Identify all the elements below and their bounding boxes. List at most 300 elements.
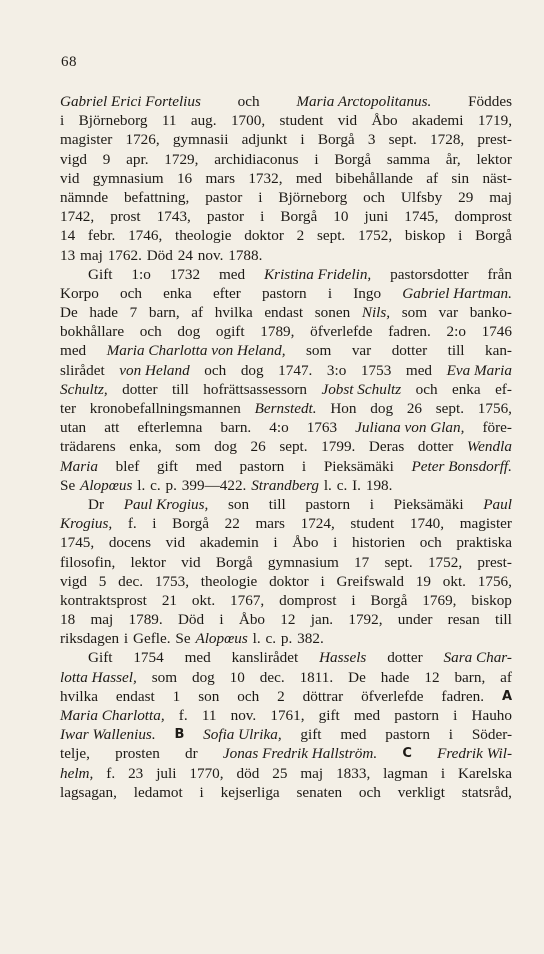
word: befattning,	[123, 188, 190, 206]
italic-name: Strandberg	[251, 476, 319, 494]
italic-name: Alopœus	[80, 476, 133, 494]
italic-name: Maria	[60, 457, 98, 475]
word: 1740,	[409, 515, 445, 533]
word: dog	[240, 361, 264, 379]
word: hvilka	[60, 687, 98, 705]
word: och	[139, 323, 162, 341]
word: och	[419, 534, 442, 552]
word: död	[236, 764, 260, 782]
word: 5	[98, 572, 107, 590]
word: före-	[482, 419, 512, 437]
text-line	[60, 744, 512, 763]
word: och	[363, 188, 386, 206]
word: Åbo	[371, 112, 398, 130]
word: gift	[300, 726, 322, 744]
word: 1792,	[348, 611, 383, 629]
word: barn,	[454, 668, 486, 686]
word: jan.	[310, 611, 334, 629]
word: 2:o	[446, 323, 466, 341]
word: dr	[185, 745, 198, 763]
text-line	[60, 764, 512, 783]
word: 29	[458, 188, 474, 206]
word: i	[320, 572, 325, 590]
word: i	[301, 457, 307, 475]
word: akademi	[412, 112, 464, 130]
italic-name: Bernstedt.	[254, 400, 317, 417]
word: 24	[177, 246, 193, 264]
word: 11	[161, 112, 177, 130]
word: näst-	[482, 169, 512, 187]
word: filosofin,	[60, 553, 116, 571]
text-line	[60, 380, 512, 399]
word: maj	[489, 188, 512, 206]
word: nämnde	[60, 188, 109, 206]
word: c.	[336, 476, 348, 494]
word: 26	[406, 400, 422, 417]
word: pastorn	[239, 457, 285, 475]
word: under	[397, 611, 433, 629]
word: öfverlefde	[361, 687, 424, 705]
word: fadren.	[441, 687, 484, 705]
word: efter	[212, 284, 241, 302]
word: 1770,	[189, 764, 224, 782]
word: som	[306, 342, 332, 360]
word: 1747.	[278, 361, 313, 379]
word: trädarens	[60, 438, 116, 456]
word: pastorn	[385, 726, 430, 744]
word: l.	[252, 630, 261, 648]
word: 12	[424, 668, 440, 686]
word: dog	[370, 400, 394, 417]
word: praktiska	[456, 534, 512, 552]
word: son	[198, 687, 220, 705]
word: 10	[229, 668, 245, 686]
text-line	[60, 610, 512, 629]
italic-name: von Heland	[119, 361, 190, 379]
word: 399—422.	[181, 476, 247, 494]
word: Karelska	[457, 764, 512, 782]
word: döttrar	[302, 687, 344, 705]
word: 1833,	[336, 764, 371, 782]
word: fadren.	[388, 323, 431, 341]
italic-name: Jonas Fredrik Hallström.	[222, 745, 378, 763]
word: och	[415, 380, 438, 398]
word: i	[448, 726, 454, 744]
word: som	[151, 668, 178, 686]
italic-name: Krogius,	[60, 515, 113, 533]
word: Se	[60, 476, 76, 494]
text-line	[60, 399, 512, 418]
word: att	[104, 419, 120, 437]
word: 21	[161, 591, 177, 609]
word: 1742,	[60, 208, 95, 226]
word: theologie	[174, 227, 232, 245]
text-line	[60, 648, 512, 667]
word: i	[273, 534, 278, 552]
word: docens	[108, 534, 151, 552]
word: biskop	[404, 227, 446, 245]
word: som	[401, 304, 428, 322]
word: 1728,	[430, 131, 465, 149]
text-line	[60, 533, 512, 552]
text-line	[60, 361, 512, 380]
italic-name: Paul	[483, 495, 512, 513]
word: 13	[60, 246, 76, 264]
word: 1746,	[128, 227, 163, 245]
word: maj	[90, 611, 114, 629]
word: 22	[224, 515, 240, 533]
word: öfverlefde	[310, 323, 373, 341]
italic-name: Wendla	[466, 438, 512, 456]
italic-name: Schultz,	[60, 380, 108, 398]
word: 1762.	[107, 246, 142, 264]
word: verkligt	[397, 783, 445, 801]
word: pastorn	[261, 284, 307, 302]
italic-name: Maria Charlotta,	[60, 707, 165, 724]
word: Björneborg	[278, 188, 348, 206]
word: 1788.	[228, 246, 263, 264]
word: maj	[300, 764, 324, 782]
word: Borgå	[370, 591, 408, 609]
word: endast	[115, 687, 155, 705]
italic-name: Hassels	[319, 649, 367, 667]
word: De	[348, 668, 366, 686]
text-line	[60, 725, 512, 744]
italic-name: Kristina Fridelin,	[264, 265, 372, 283]
word: pastor	[206, 208, 245, 226]
word: bibehållande	[335, 169, 413, 187]
word: resan	[447, 611, 480, 629]
word: akademin	[199, 534, 259, 552]
word: gymnasii	[172, 131, 229, 149]
text-line	[60, 150, 512, 169]
word: Död	[177, 611, 205, 629]
word: bokhållare	[60, 323, 125, 341]
word: barn.	[220, 419, 252, 437]
word: slirådet	[60, 361, 105, 379]
word: med	[60, 342, 87, 360]
text-line	[60, 591, 512, 610]
word: Dr	[88, 495, 105, 513]
word: 26	[250, 438, 266, 456]
word: lektor	[130, 553, 166, 571]
word: med	[295, 169, 322, 187]
word: i	[123, 630, 129, 648]
word: samma	[386, 150, 430, 168]
word: vid	[181, 553, 201, 571]
word: sept.	[316, 227, 346, 245]
word: dog	[214, 438, 237, 456]
text-line	[60, 265, 512, 284]
word: statsråd,	[461, 783, 512, 801]
word: i	[333, 534, 338, 552]
word: till	[268, 495, 286, 513]
italic-name: Alopœus	[195, 630, 248, 648]
word: i	[351, 591, 356, 609]
word: sonen	[314, 304, 351, 322]
text-line	[60, 226, 512, 245]
italic-name: Gabriel Hartman.	[402, 284, 512, 302]
word: dec.	[118, 572, 144, 590]
word: magister	[459, 515, 512, 533]
word: I.	[352, 476, 361, 494]
word: af	[191, 304, 204, 322]
word: i	[258, 188, 263, 206]
word: 1753	[360, 361, 392, 379]
italic-name: Maria Charlotta von Heland,	[106, 342, 286, 360]
word: magister	[60, 131, 113, 149]
word: c.	[150, 476, 161, 494]
word: Ingo	[353, 284, 382, 302]
word: kontraktsprost	[60, 591, 147, 609]
word: 23	[128, 764, 144, 782]
text-line	[60, 188, 512, 207]
word: 3	[367, 131, 376, 149]
word: Borgå	[317, 131, 355, 149]
word: 1745,	[60, 534, 95, 552]
word: Åbo	[238, 611, 266, 629]
word: efterlemna	[137, 419, 203, 437]
word: 2	[296, 227, 305, 245]
text-line	[60, 111, 512, 130]
word: 1729,	[164, 150, 199, 168]
body-text	[60, 92, 512, 802]
word: af	[500, 668, 512, 686]
enumeration-mark: A	[501, 688, 512, 704]
word: 1724,	[300, 515, 335, 533]
text-line	[60, 130, 512, 149]
word: i	[60, 112, 65, 130]
word: historien	[351, 534, 406, 552]
italic-name: Sara Char-	[443, 649, 512, 667]
word: med	[405, 361, 433, 379]
word: 1754	[133, 649, 164, 667]
word: doktor	[244, 227, 284, 245]
word: var	[351, 342, 372, 360]
word: f.	[106, 764, 116, 782]
word: nov.	[197, 246, 224, 264]
word: kan-	[485, 342, 512, 360]
word: vigd	[60, 572, 88, 590]
text-line	[60, 553, 512, 572]
word: dotter	[387, 649, 423, 667]
word: Gefle.	[133, 630, 171, 648]
enumeration-mark: B	[174, 727, 185, 743]
text-line	[60, 92, 512, 111]
word: 17	[354, 553, 370, 571]
word: lagsagan,	[60, 783, 117, 801]
word: sin	[451, 169, 470, 187]
word: f.	[178, 707, 188, 724]
word: 1752,	[427, 553, 463, 571]
word: 382.	[297, 630, 324, 648]
word: i	[453, 707, 458, 724]
text-line	[60, 169, 512, 188]
word: 19	[415, 572, 431, 590]
word: 11	[201, 707, 217, 724]
text-line	[60, 514, 512, 533]
text-line	[60, 457, 512, 476]
word: domprost	[279, 591, 337, 609]
word: 1726,	[125, 131, 160, 149]
word: 1752,	[357, 227, 393, 245]
word: sept.	[435, 400, 465, 417]
word: student	[279, 112, 324, 130]
enumeration-mark: C	[402, 746, 412, 762]
word: 7	[129, 304, 138, 322]
word: enka,	[129, 438, 162, 456]
text-line	[60, 284, 512, 303]
word: af	[426, 169, 439, 187]
text-line	[60, 629, 512, 648]
italic-name: Nils,	[361, 304, 391, 322]
word: i	[219, 611, 224, 629]
word: utan	[60, 419, 87, 437]
word: gymnasium	[267, 553, 339, 571]
italic-name: Eva Maria	[446, 361, 512, 379]
word: Borgå	[215, 553, 253, 571]
word: Söder-	[471, 726, 512, 744]
word: 1811.	[299, 668, 334, 686]
page-number: 68	[61, 54, 77, 70]
word: vid	[165, 534, 186, 552]
word: dog	[177, 323, 201, 341]
word: prosten	[115, 745, 160, 763]
word: 12	[280, 611, 296, 629]
word: okt.	[442, 572, 466, 590]
word: 1761,	[270, 707, 305, 724]
word: ef-	[495, 380, 512, 398]
word: blef	[115, 457, 140, 475]
word: nov.	[230, 707, 257, 724]
word: biskop	[471, 591, 512, 609]
word: 1789.	[128, 611, 163, 629]
word: 1719,	[477, 112, 512, 130]
word: 1745,	[404, 208, 439, 226]
word: prest-	[477, 131, 512, 149]
word: med	[184, 649, 211, 667]
word: 4:o	[269, 419, 289, 437]
word: kronobefallningsmannen	[89, 400, 241, 417]
word: och	[237, 687, 260, 705]
word: i	[369, 495, 374, 513]
word: till	[494, 611, 512, 629]
text-line	[60, 783, 512, 802]
word: juni	[364, 208, 389, 226]
word: 1769,	[422, 591, 457, 609]
word: och	[358, 783, 381, 801]
word: doktor	[269, 572, 309, 590]
word: adjunkt	[241, 131, 288, 149]
word: apr.	[126, 150, 149, 168]
italic-name: Iwar Wallenius.	[60, 726, 156, 744]
word: gift	[156, 457, 179, 475]
word: prest-	[477, 553, 512, 571]
word: l.	[137, 476, 146, 494]
word: prost	[110, 208, 141, 226]
word: Borgå	[280, 208, 318, 226]
word: i	[314, 150, 319, 168]
word: med	[195, 457, 222, 475]
word: maj	[80, 246, 103, 264]
word: student	[350, 515, 395, 533]
word: Greifswald	[336, 572, 405, 590]
word: sept.	[279, 438, 308, 456]
word: 198.	[365, 476, 393, 494]
text-line	[60, 572, 512, 591]
word: son	[228, 495, 250, 513]
text-line	[60, 303, 512, 322]
word: 3:o	[326, 361, 347, 379]
word: banko-	[469, 304, 512, 322]
text-line	[60, 246, 512, 265]
word: dec.	[259, 668, 285, 686]
italic-name: Gabriel Erici Fortelius	[60, 93, 201, 110]
word: 1	[172, 687, 181, 705]
word: i	[300, 131, 305, 149]
word: Korpo	[60, 284, 99, 302]
word: med	[353, 707, 381, 724]
word: lektor	[476, 150, 512, 168]
word: kejserliga	[220, 783, 280, 801]
word: 1789,	[260, 323, 295, 341]
word: Pieksämäki	[323, 457, 394, 475]
word: 9	[102, 150, 111, 168]
word: 1763	[306, 419, 338, 437]
word: l.	[323, 476, 332, 494]
text-line	[60, 437, 512, 456]
text-line	[60, 476, 512, 495]
word: 14	[60, 227, 76, 245]
word: och	[119, 284, 142, 302]
word: 2	[277, 687, 285, 705]
word: hade	[89, 304, 119, 322]
italic-name: helm,	[60, 764, 94, 782]
word: Björneborg	[78, 112, 148, 130]
word: hofrättsassessorn	[203, 380, 308, 398]
word: år,	[445, 150, 461, 168]
italic-name: Maria Arctopolitanus.	[296, 93, 432, 110]
word: archidiaconus	[214, 150, 299, 168]
word: till	[447, 342, 465, 360]
text-line	[60, 495, 512, 514]
word: juli	[156, 764, 177, 782]
word: 25	[272, 764, 288, 782]
word: Hauho	[471, 707, 512, 724]
word: 1746	[481, 323, 512, 341]
word: Borgå	[172, 515, 209, 533]
word: var	[438, 304, 459, 322]
word: Se	[175, 630, 191, 648]
word: 1700,	[230, 112, 266, 130]
word: 1799.	[321, 438, 356, 456]
word: 1743,	[156, 208, 191, 226]
word: från	[487, 265, 512, 283]
word: Ulfsby	[400, 188, 443, 206]
word: pastorn	[305, 495, 351, 513]
word: Föddes	[468, 93, 512, 110]
word: p.	[280, 630, 293, 648]
word: Borgå	[334, 150, 372, 168]
word: i	[440, 764, 446, 782]
word: i	[260, 208, 265, 226]
word: domprost	[454, 208, 512, 226]
word: vid	[60, 169, 80, 187]
word: 10	[333, 208, 349, 226]
word: med	[340, 726, 367, 744]
word: 18	[60, 611, 76, 629]
word: 1756,	[477, 572, 512, 590]
